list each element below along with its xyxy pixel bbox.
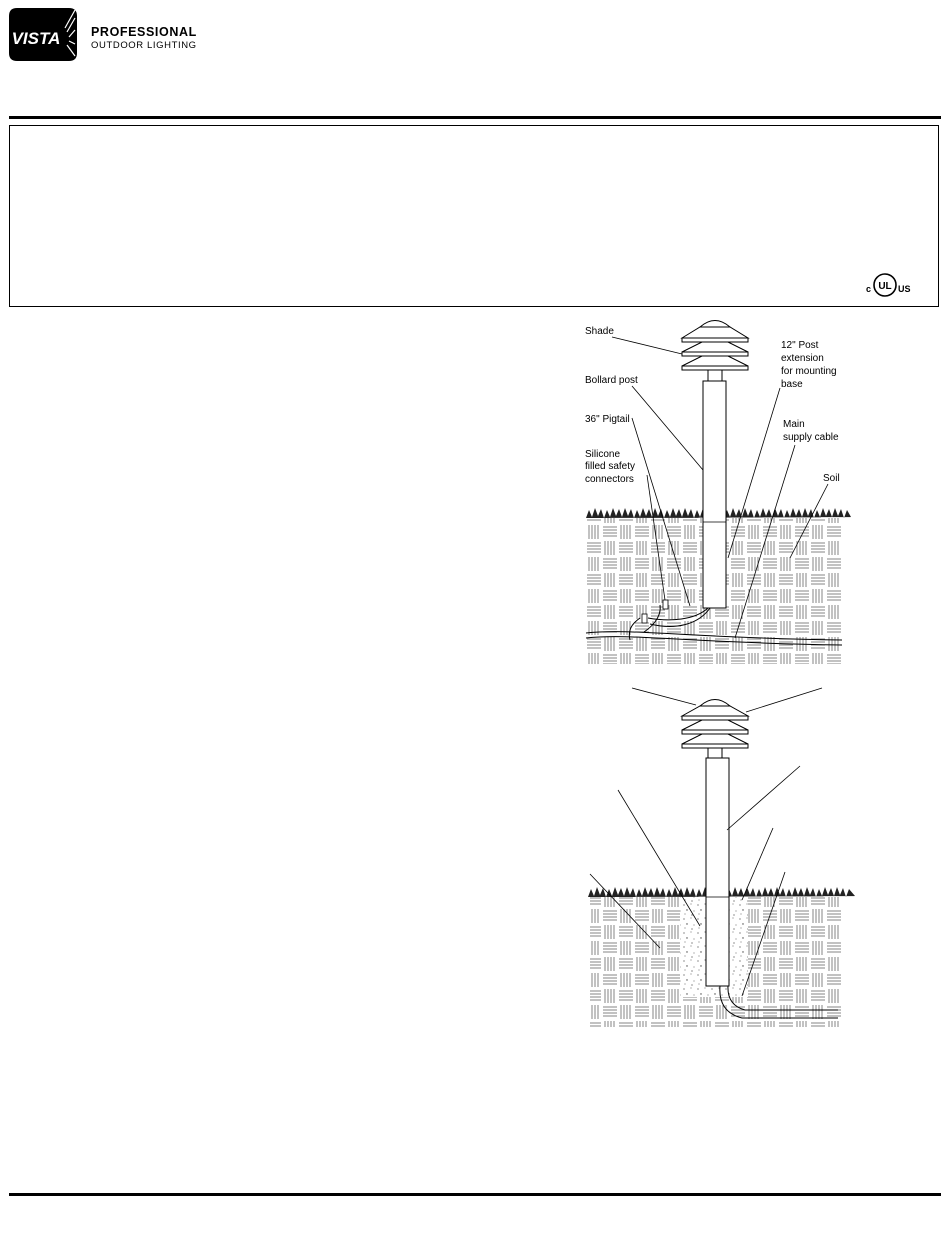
- logo-text: VISTA: [11, 29, 61, 48]
- diagram-concrete-installation: [588, 688, 855, 1027]
- label-main-cable-1: Main: [783, 419, 805, 430]
- label-post-extension-3: for mounting: [781, 366, 837, 377]
- header-rule: [9, 116, 941, 119]
- shade-2: [682, 700, 748, 759]
- bollard-post-2: [706, 758, 729, 986]
- label-post-extension-4: base: [781, 379, 803, 390]
- footer-rule: [9, 1193, 941, 1196]
- connector-1a: [663, 600, 668, 609]
- brand-title: PROFESSIONAL: [91, 25, 197, 39]
- label-post-extension-1: 12" Post: [781, 340, 819, 351]
- vista-logo: [9, 8, 77, 61]
- label-pigtail: 36" Pigtail: [585, 414, 630, 425]
- label-soil: Soil: [823, 473, 840, 484]
- label-silicone-2: filled safety: [585, 461, 636, 472]
- installation-diagrams: [570, 300, 950, 1040]
- label-silicone-1: Silicone: [585, 449, 621, 460]
- label-shade: Shade: [585, 326, 614, 337]
- shade-1: [682, 321, 748, 382]
- cul-us-listing-mark: [862, 272, 940, 302]
- notice-box: [9, 125, 939, 307]
- label-silicone-3: connectors: [585, 474, 634, 485]
- brand-subtitle: OUTDOOR LIGHTING: [91, 40, 197, 51]
- ul-text: UL: [878, 281, 892, 292]
- label-bollard-post: Bollard post: [585, 375, 638, 386]
- bollard-post-1: [703, 381, 726, 608]
- label-main-cable-2: supply cable: [783, 432, 839, 443]
- connector-1b: [642, 614, 647, 623]
- diagram-wiring-installation: [585, 321, 851, 665]
- ul-c-text: c: [866, 284, 872, 294]
- ul-us-text: US: [898, 284, 911, 294]
- label-post-extension-2: extension: [781, 353, 824, 364]
